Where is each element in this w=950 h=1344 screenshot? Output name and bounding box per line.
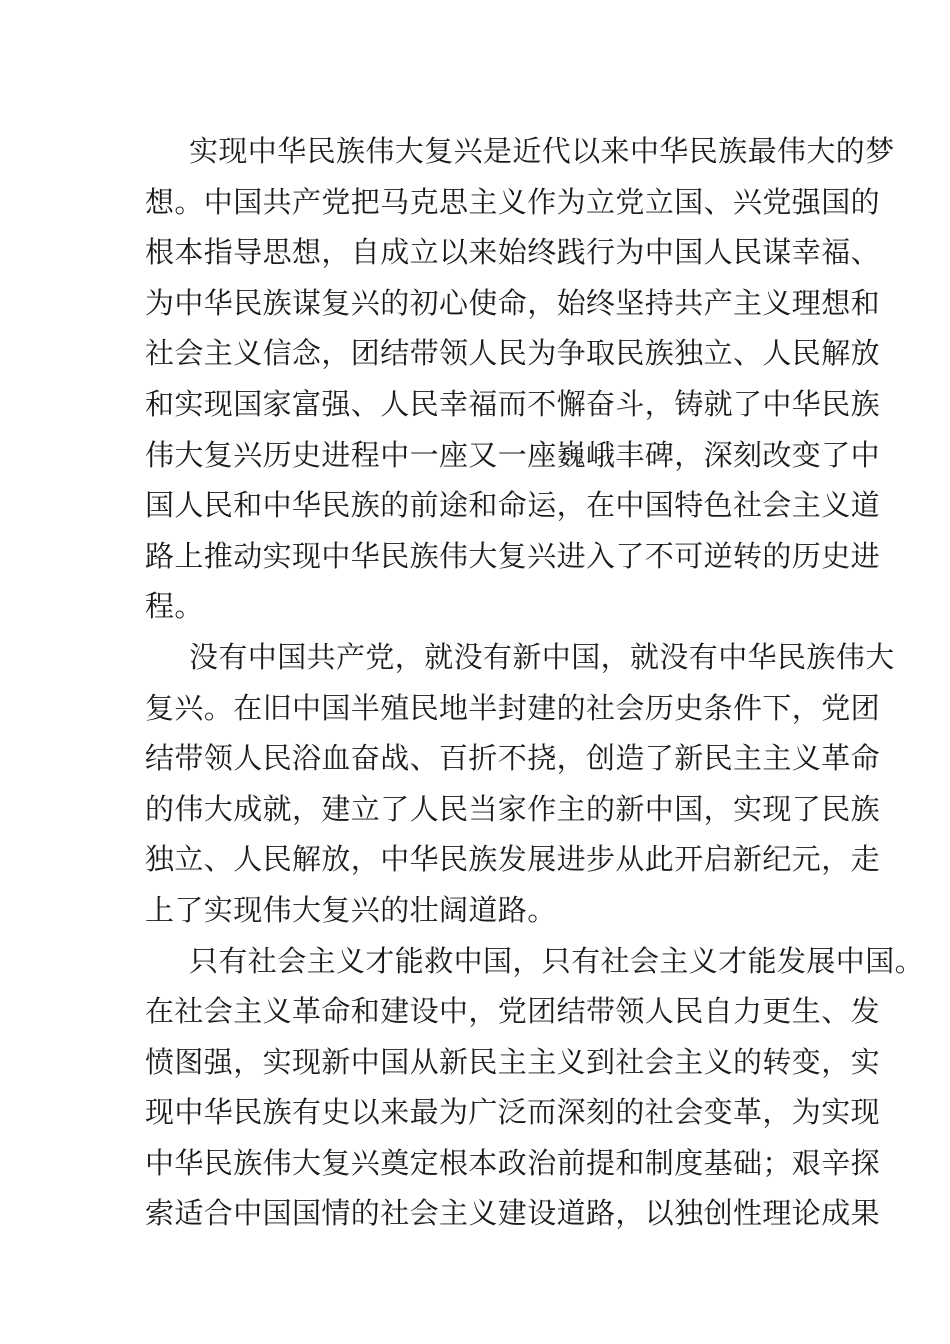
text-line: 愤图强，实现新中国从新民主主义到社会主义的转变，实: [145, 1044, 881, 1079]
text-line: 为中华民族谋复兴的初心使命，始终坚持共产主义理想和: [145, 285, 881, 320]
text-line: 索适合中国国情的社会主义建设道路，以独创性理论成果: [145, 1196, 881, 1231]
paragraph-3: [145, 936, 925, 1240]
text-line: 的伟大成就，建立了人民当家作主的新中国，实现了民族: [145, 791, 881, 826]
text-line: 国人民和中华民族的前途和命运，在中国特色社会主义道: [145, 488, 881, 523]
text-line: 在社会主义革命和建设中，党团结带领人民自力更生、发: [145, 994, 881, 1029]
text-line: 社会主义信念，团结带领人民为争取民族独立、人民解放: [145, 336, 881, 371]
text-line: 伟大复兴历史进程中一座又一座巍峨丰碑，深刻改变了中: [145, 437, 881, 472]
text-line: 根本指导思想，自成立以来始终践行为中国人民谋幸福、: [145, 235, 881, 270]
text-line: 结带领人民浴血奋战、百折不挠，创造了新民主主义革命: [145, 741, 881, 776]
text-line: 中华民族伟大复兴奠定根本政治前提和制度基础；艰辛探: [145, 1145, 881, 1180]
paragraph-2: [145, 632, 895, 936]
text-line: 现中华民族有史以来最为广泛而深刻的社会变革，为实现: [145, 1095, 881, 1130]
text-line: 路上推动实现中华民族伟大复兴进入了不可逆转的历史进: [145, 538, 881, 573]
text-line: 没有中国共产党，就没有新中国，就没有中华民族伟大: [189, 639, 895, 674]
paragraph-1: [145, 126, 895, 632]
text-line: 想。中国共产党把马克思主义作为立党立国、兴党强国的: [145, 184, 881, 219]
text-line: 只有社会主义才能救中国，只有社会主义才能发展中国。: [189, 943, 925, 978]
text-line: 独立、人民解放，中华民族发展进步从此开启新纪元，走: [145, 842, 881, 877]
text-line: 程。: [145, 589, 204, 624]
document-body: [145, 126, 925, 1239]
text-line: 复兴。在旧中国半殖民地半封建的社会历史条件下，党团: [145, 690, 881, 725]
text-line: 上了实现伟大复兴的壮阔道路。: [145, 892, 557, 927]
text-line: 实现中华民族伟大复兴是近代以来中华民族最伟大的梦: [189, 134, 895, 168]
text-line: 和实现国家富强、人民幸福而不懈奋斗，铸就了中华民族: [145, 386, 881, 421]
